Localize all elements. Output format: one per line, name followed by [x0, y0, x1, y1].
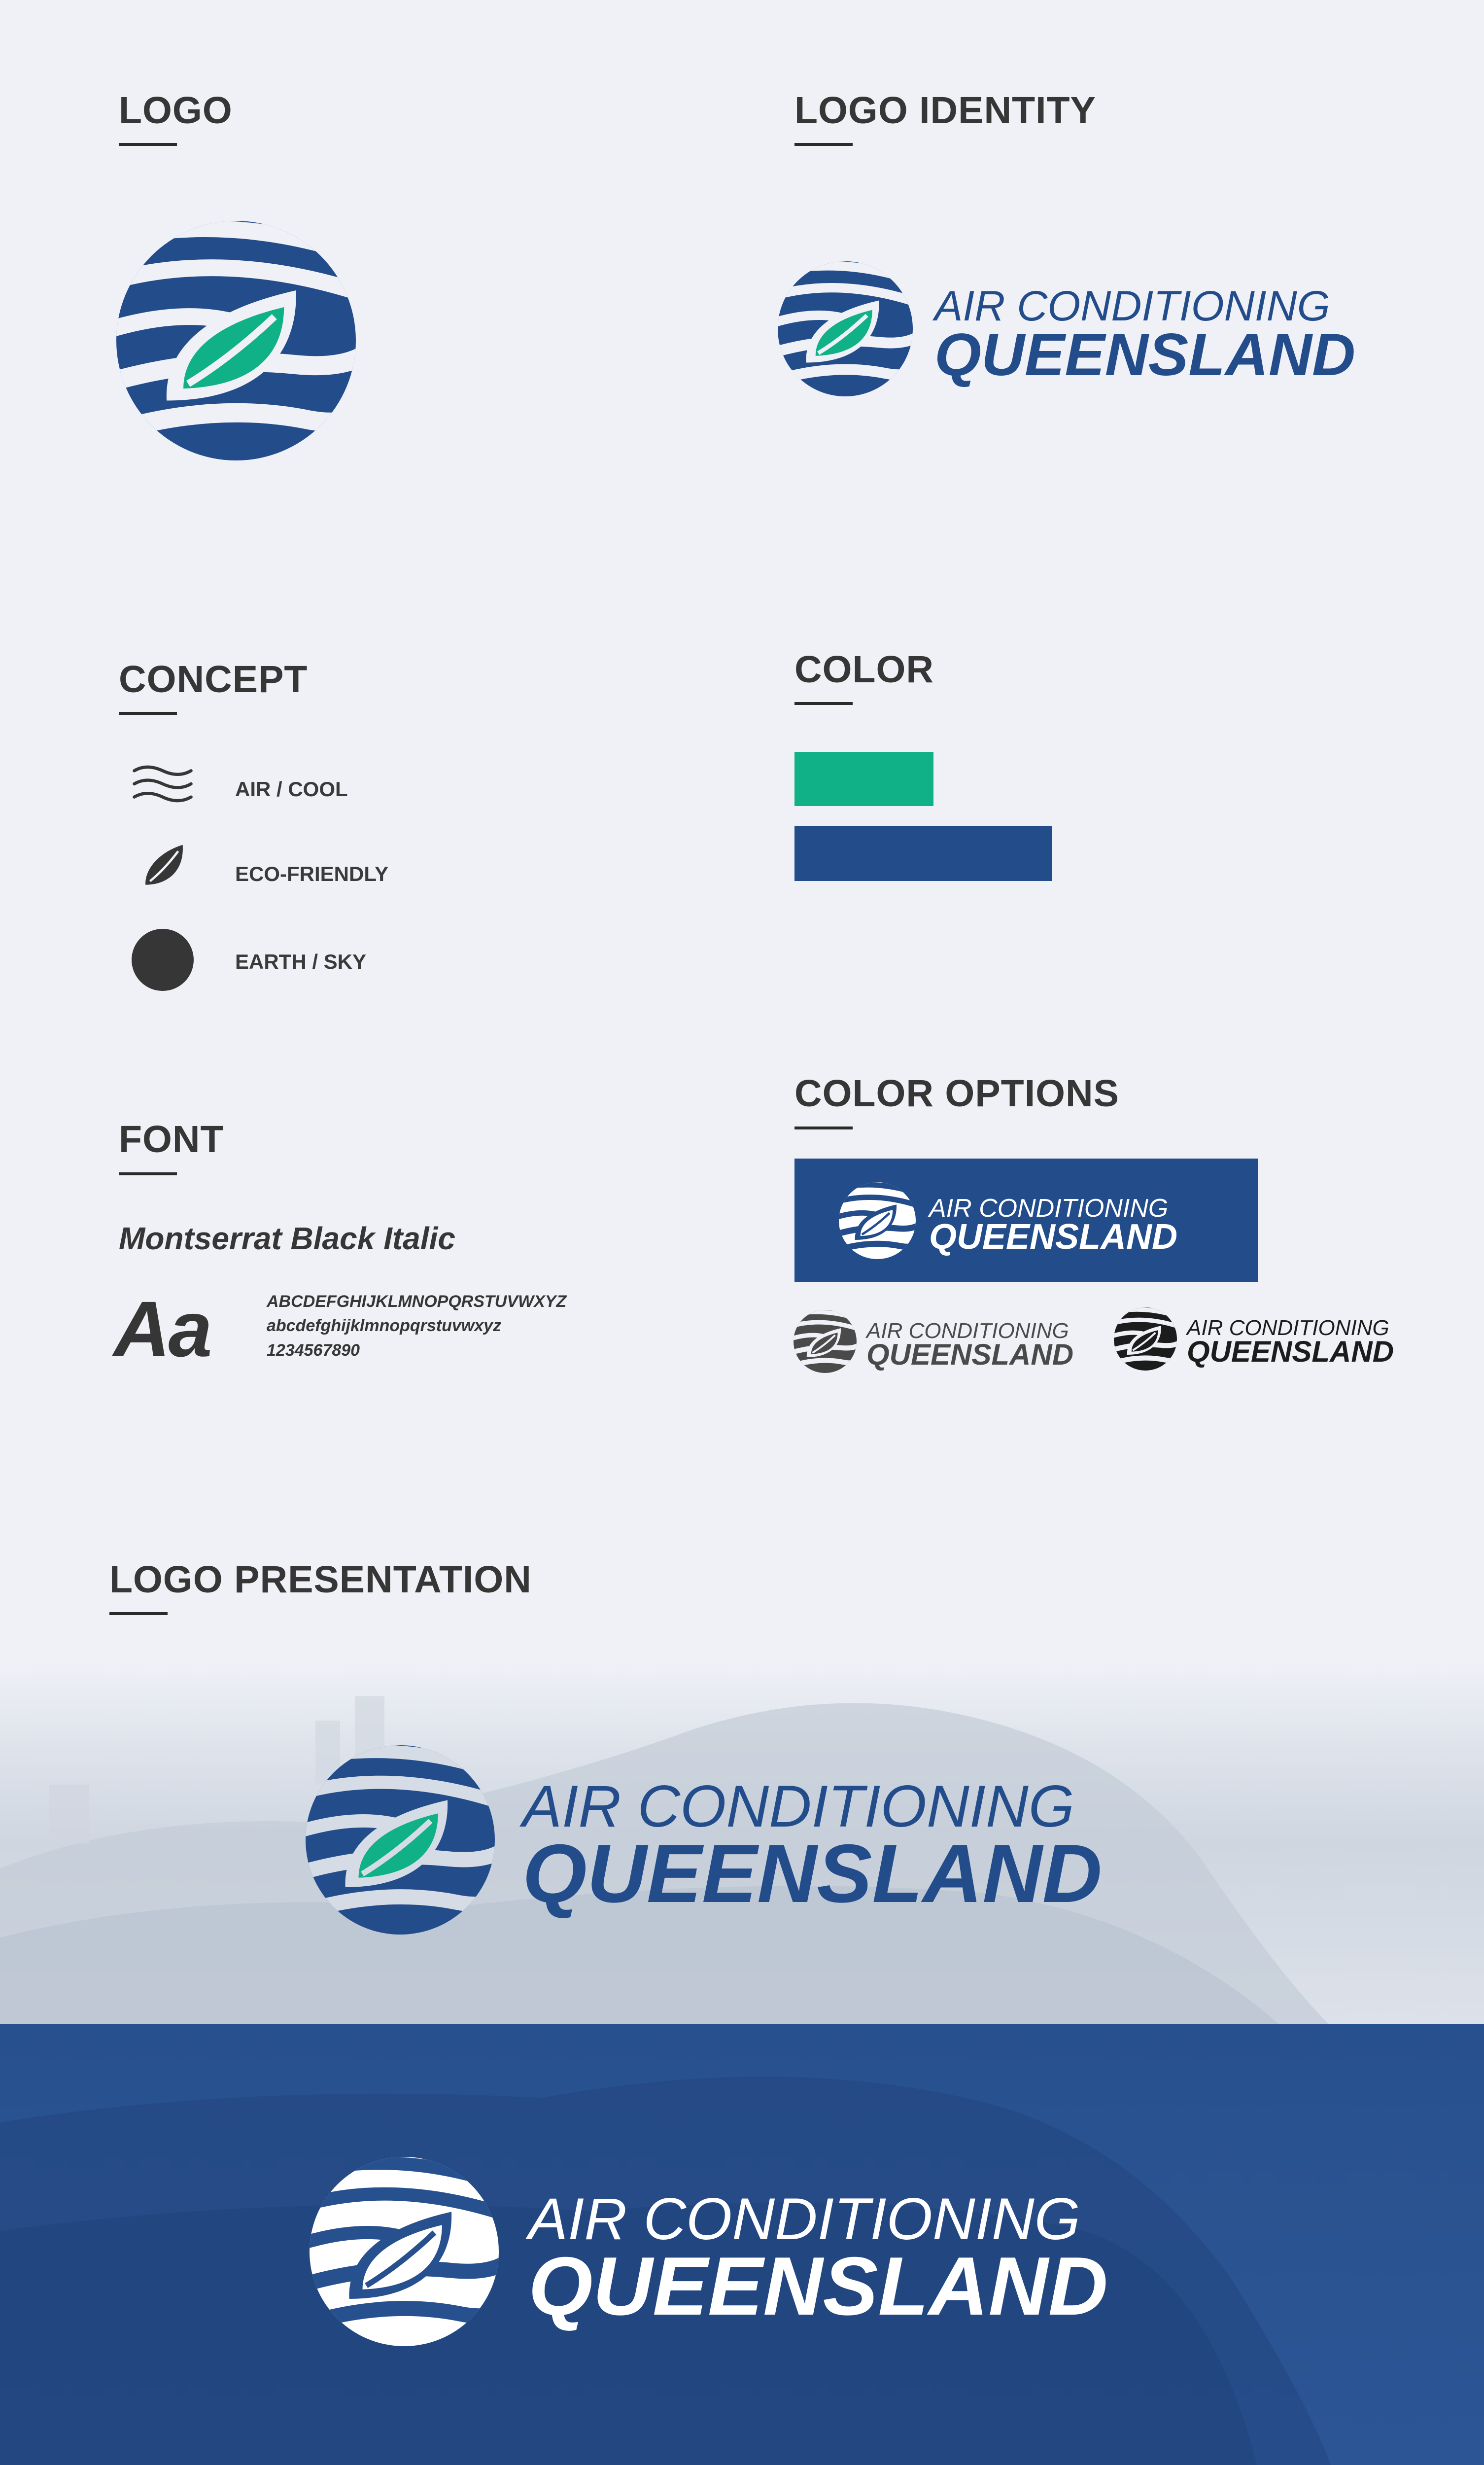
heading-font: FONT: [119, 1118, 224, 1161]
heading-logo: LOGO: [119, 89, 233, 132]
font-sample-lowercase: abcdefghijklmnopqrstuvwxyz: [267, 1316, 502, 1336]
font-sample-aa: Aa: [113, 1285, 210, 1373]
presentation-light-wordmark: [522, 1773, 1103, 1920]
heading-logo-underline: [119, 143, 177, 146]
option-white-wordmark: [929, 1196, 1177, 1255]
presentation-dark-globe-icon: [310, 2157, 499, 2346]
option-white-wordmark-line1: AIR CONDITIONING: [929, 1194, 1169, 1223]
heading-concept-underline: [119, 712, 177, 715]
leaf-icon: [141, 840, 186, 891]
heading-logo-presentation: LOGO PRESENTATION: [109, 1558, 532, 1601]
heading-color: COLOR: [794, 648, 934, 691]
option-black-wordmark-line1: AIR CONDITIONING: [1187, 1316, 1389, 1340]
logo-globe-icon: [116, 221, 356, 460]
heading-font-underline: [119, 1172, 177, 1175]
heading-color-options-underline: [794, 1127, 853, 1129]
presentation-light-wordmark-line1: AIR CONDITIONING: [522, 1773, 1075, 1839]
option-grey-wordmark: [866, 1320, 1073, 1370]
presentation-dark-background: [0, 2024, 1484, 2465]
identity-wordmark-line2: QUEENSLAND: [934, 321, 1356, 388]
option-black-globe-icon: [1114, 1307, 1177, 1371]
presentation-light-globe-icon: [306, 1745, 495, 1935]
heading-color-options: COLOR OPTIONS: [794, 1072, 1119, 1115]
font-sample-uppercase: ABCDEFGHIJKLMNOPQRSTUVWXYZ: [267, 1292, 567, 1311]
waves-icon: [131, 759, 194, 809]
circle-icon: [131, 928, 194, 991]
heading-logo-presentation-underline: [109, 1612, 168, 1615]
identity-wordmark: [934, 282, 1356, 388]
option-black-wordmark: [1187, 1317, 1394, 1367]
heading-concept: CONCEPT: [119, 658, 308, 701]
option-white-globe-icon: [839, 1182, 916, 1259]
identity-wordmark-line1: AIR CONDITIONING: [934, 282, 1330, 330]
option-black-wordmark-line2: QUEENSLAND: [1187, 1335, 1394, 1368]
presentation-dark-wordmark: [528, 2186, 1108, 2332]
presentation-light-wordmark-line2: QUEENSLAND: [522, 1827, 1103, 1920]
heading-color-underline: [794, 702, 853, 705]
concept-label-air: AIR / COOL: [235, 777, 348, 801]
font-sample-digits: 1234567890: [267, 1340, 360, 1360]
option-grey-wordmark-line1: AIR CONDITIONING: [866, 1319, 1069, 1343]
concept-label-eco: ECO-FRIENDLY: [235, 862, 389, 885]
presentation-light-background: [0, 1661, 1484, 2026]
heading-logo-identity-underline: [794, 143, 853, 146]
font-name: Montserrat Black Italic: [119, 1221, 455, 1256]
identity-globe-icon: [778, 261, 913, 396]
heading-logo-identity: LOGO IDENTITY: [794, 89, 1096, 132]
presentation-dark-wordmark-line1: AIR CONDITIONING: [528, 2186, 1081, 2252]
presentation-dark-wordmark-line2: QUEENSLAND: [528, 2240, 1108, 2332]
option-grey-wordmark-line2: QUEENSLAND: [866, 1338, 1074, 1371]
option-grey-globe-icon: [794, 1310, 857, 1373]
concept-label-earth: EARTH / SKY: [235, 950, 367, 973]
option-white-wordmark-line2: QUEENSLAND: [929, 1217, 1178, 1257]
font-sample-characters: [267, 1290, 566, 1363]
color-swatch-blue: [794, 826, 1052, 881]
color-swatch-green: [794, 752, 933, 806]
